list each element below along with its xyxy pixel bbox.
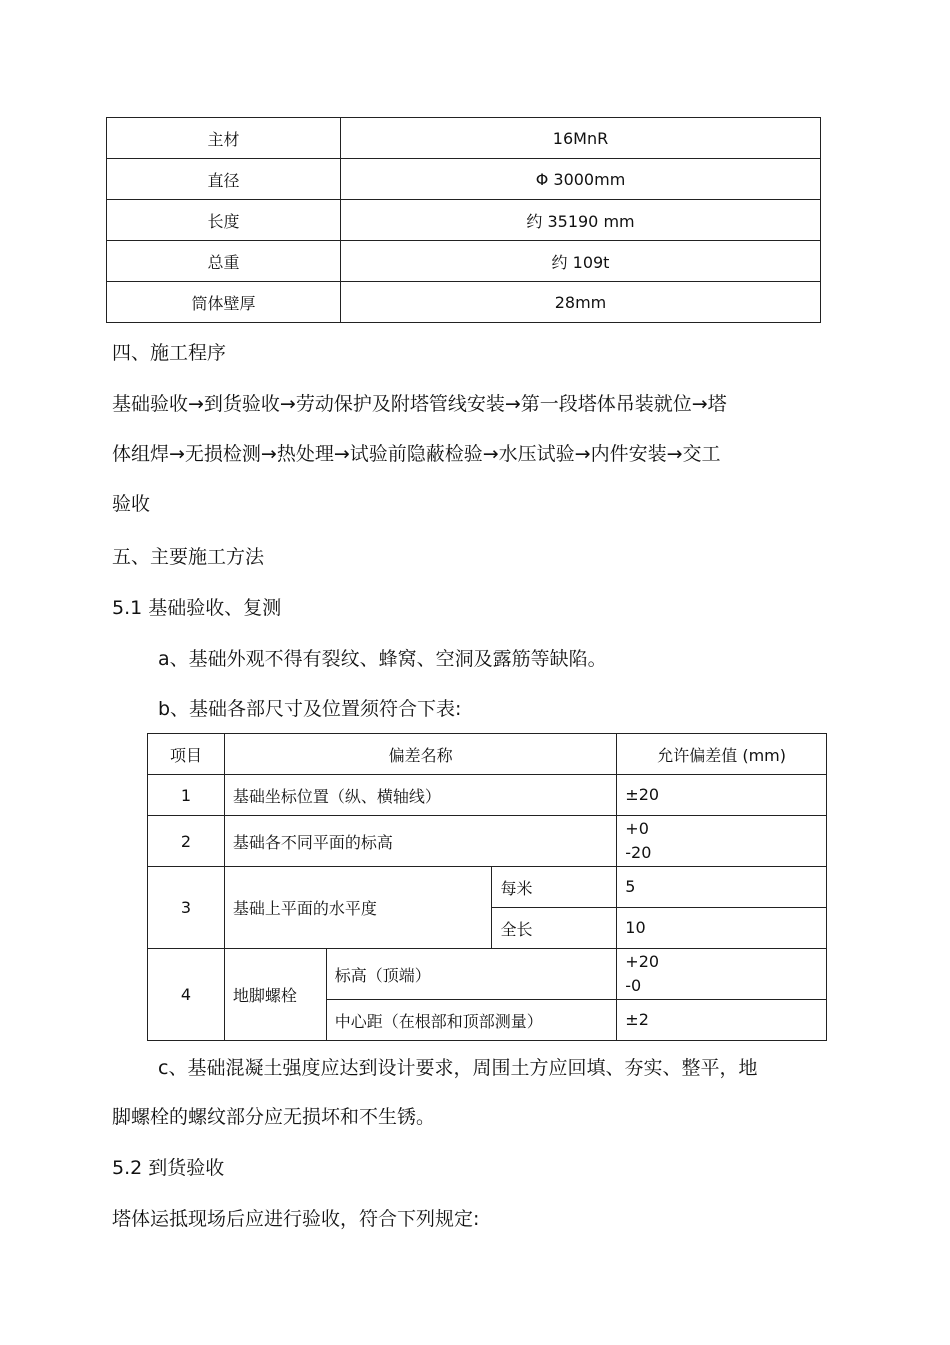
spec-label: 直径 [107,159,341,200]
paragraph-line: 验收 [112,493,151,515]
value-line: +0 [625,819,649,838]
table-row [148,949,827,1000]
table-row [148,775,827,816]
row-value [617,816,827,867]
spec-table [106,117,821,323]
row-name: 基础上平面的水平度 [224,867,492,949]
spec-value: 28mm [341,282,821,323]
value-line: -20 [625,843,652,862]
header-item: 项目 [148,734,225,775]
table-row [107,118,821,159]
spec-label: 主材 [107,118,341,159]
spec-label: 筒体壁厚 [107,282,341,323]
paragraph-line: 塔体运抵现场后应进行验收，符合下列规定: [112,1208,480,1230]
row-number: 1 [148,775,225,816]
list-item: b、基础各部尺寸及位置须符合下表: [158,698,462,720]
row-value [617,949,827,1000]
deviation-table [147,733,827,1041]
spec-label: 总重 [107,241,341,282]
row-value: ±20 [617,775,827,816]
header-name: 偏差名称 [224,734,616,775]
table-header-row [148,734,827,775]
row-subname: 每米 [492,867,617,908]
table-row [107,241,821,282]
paragraph-line: 脚螺栓的螺纹部分应无损坏和不生锈。 [112,1106,436,1128]
table-row [107,200,821,241]
spec-value: 16MnR [341,118,821,159]
value-line: -0 [625,976,642,995]
table-row [148,867,827,908]
table-row [148,816,827,867]
section-heading: 四、施工程序 [112,342,227,364]
spec-value: 约 35190 mm [341,200,821,241]
spec-value: Φ 3000mm [341,159,821,200]
row-name: 地脚螺栓 [224,949,326,1041]
subsection-heading: 5.2 到货验收 [112,1157,225,1179]
subsection-heading: 5.1 基础验收、复测 [112,597,282,619]
row-subname: 全长 [492,908,617,949]
row-value: ±2 [617,1000,827,1041]
row-number: 4 [148,949,225,1041]
header-allowed: 允许偏差值 (mm) [617,734,827,775]
row-subname: 标高（顶端） [326,949,617,1000]
table-row [107,282,821,323]
row-number: 2 [148,816,225,867]
list-item: a、基础外观不得有裂纹、蜂窝、空洞及露筋等缺陷。 [158,648,607,670]
spec-value: 约 109t [341,241,821,282]
paragraph-line: 基础验收→到货验收→劳动保护及附塔管线安装→第一段塔体吊装就位→塔 [112,393,727,415]
row-name: 基础坐标位置（纵、横轴线） [224,775,616,816]
row-subname: 中心距（在根部和顶部测量） [326,1000,617,1041]
row-value: 10 [617,908,827,949]
row-name: 基础各不同平面的标高 [224,816,616,867]
row-value: 5 [617,867,827,908]
spec-label: 长度 [107,200,341,241]
section-heading: 五、主要施工方法 [112,546,265,568]
list-item: c、基础混凝土强度应达到设计要求，周围土方应回填、夯实、整平，地 [158,1057,758,1079]
table-row [107,159,821,200]
paragraph-line: 体组焊→无损检测→热处理→试验前隐蔽检验→水压试验→内件安装→交工 [112,443,721,465]
value-line: +20 [625,952,660,971]
row-number: 3 [148,867,225,949]
